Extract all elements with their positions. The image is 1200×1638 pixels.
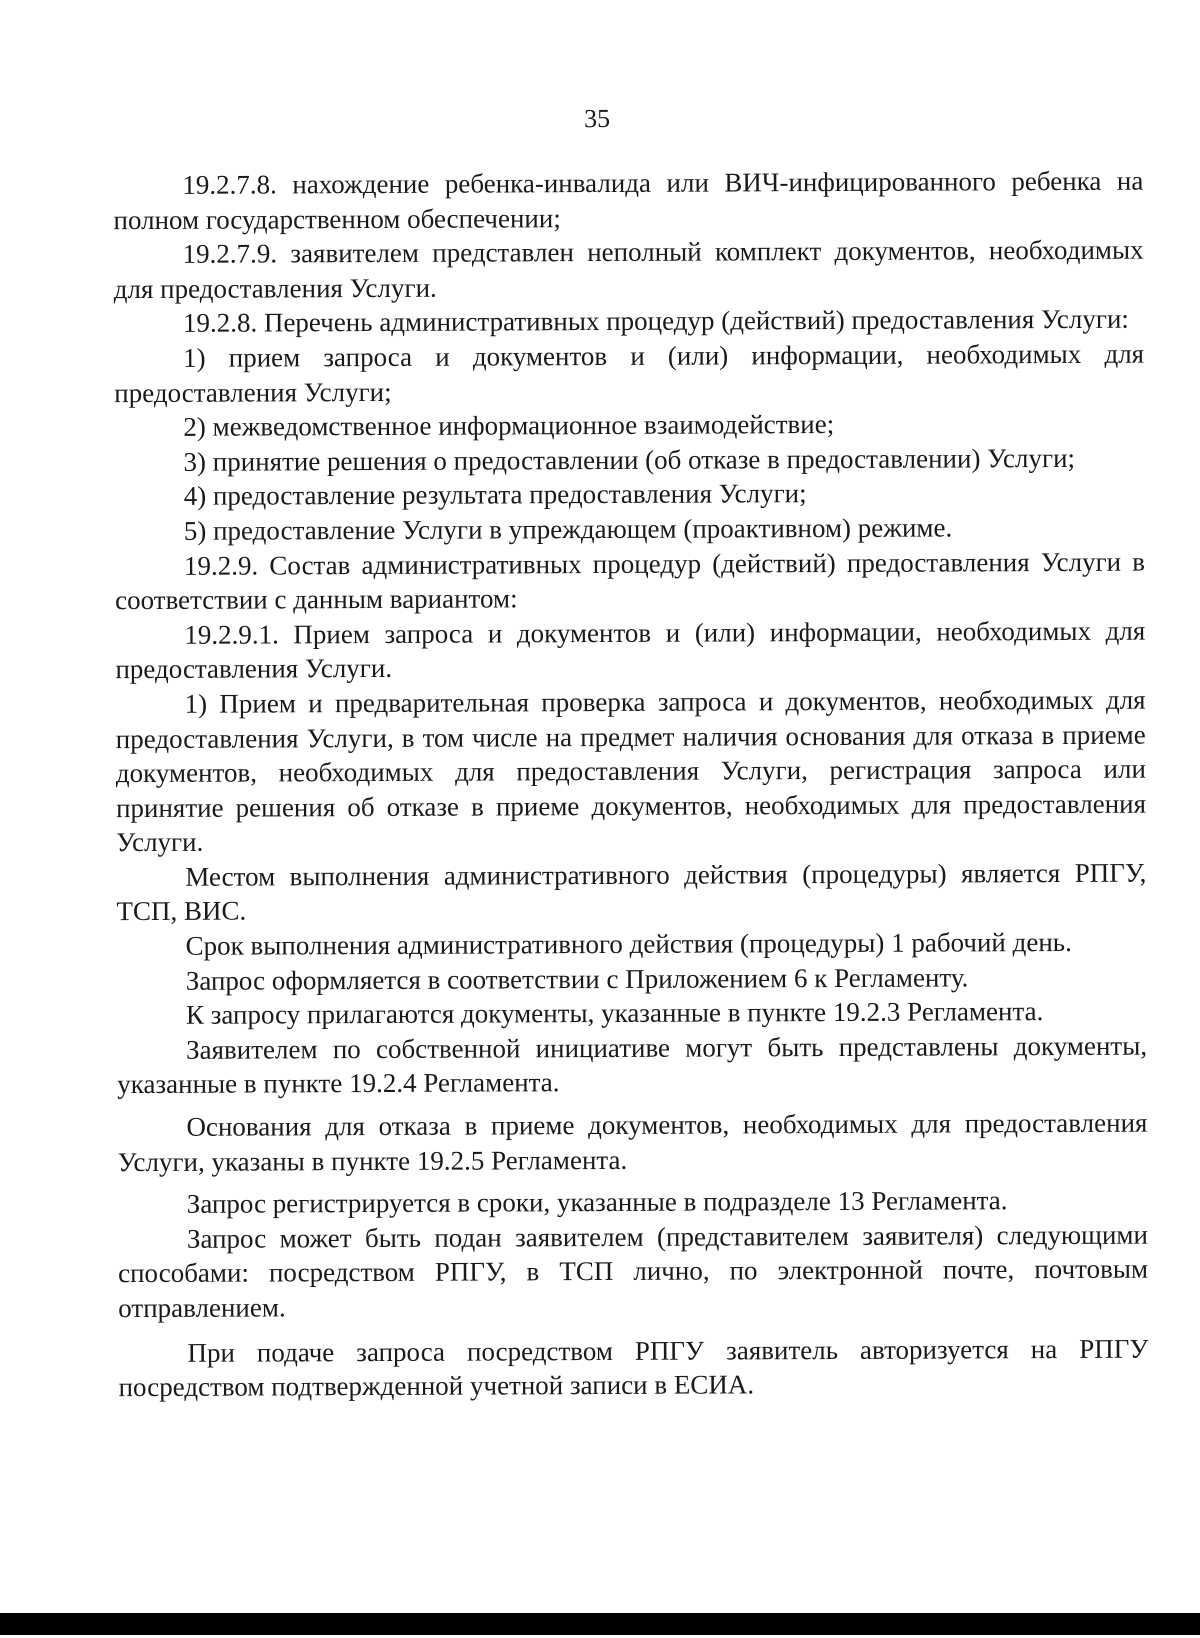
paragraph-registration: Запрос регистрируется в сроки, указанные в подразделе 13 Регламента.	[186, 1185, 1008, 1220]
paragraph-refusal-grounds: Основания для отказа в приеме документов, необходимых для предоставления Услуги, указаны в пункте 19.2.5 Регламента.	[117, 1107, 1148, 1177]
list-item-5: 5) предоставление Услуги в упреждающем (проактивном) режиме.	[183, 512, 953, 546]
paragraph-19-2-7-9: 19.2.7.9. заявителем представлен неполный комплект документов, необходимых для предоставления Услуги.	[113, 234, 1144, 304]
list-item-2: 2) межведомственное информационное взаимодействие;	[183, 409, 835, 442]
list-item-4: 4) предоставление результата предоставления Услуги;	[183, 478, 807, 512]
scan-bottom-edge	[0, 1613, 1200, 1635]
paragraph-term: Срок выполнения административного действия (процедуры) 1 рабочий день.	[185, 927, 1072, 961]
page-number: 35	[583, 103, 611, 134]
paragraph-request-form: Запрос оформляется в соответствии с Приложением 6 к Регламенту.	[185, 962, 969, 996]
paragraph-submission-methods: Запрос может быть подан заявителем (представителем заявителя) следующими способами: посредством РПГУ, в ТСП лично, по электронной почте, почтовым отправлением.	[117, 1219, 1149, 1324]
paragraph-reception-check: 1) Прием и предварительная проверка запроса и документов, необходимых для предоставления Услуги, в том числе на предмет наличия основания для отказа в приеме документов, необходимых для предоставления Услуги, регистрация запроса или принятие решения об отказе в приеме документов, необходимых для предоставления Услуги.	[115, 684, 1147, 858]
list-item-1: 1) прием запроса и документов и (или) информации, необходимых для предоставления Услуги;	[114, 338, 1145, 408]
document-body	[113, 164, 1148, 1405]
paragraph-19-2-9: 19.2.9. Состав административных процедур (действий) предоставления Услуги в соответствии с данным вариантом:	[115, 546, 1146, 616]
list-item-3: 3) принятие решения о предоставлении (об отказе в предоставлении) Услуги;	[183, 442, 1076, 477]
paragraph-19-2-9-1: 19.2.9.1. Прием запроса и документов и (или) информации, необходимых для предоставления Услуги.	[115, 615, 1146, 685]
paragraph-own-initiative: Заявителем по собственной инициативе могут быть представлены документы, указанные в пункте 19.2.4 Регламента.	[117, 1030, 1148, 1100]
paragraph-19-2-8: 19.2.8. Перечень административных процедур (действий) предоставления Услуги:	[182, 304, 1129, 339]
paragraph-authorization: При подаче запроса посредством РПГУ заявитель авторизуется на РПГУ посредством подтвержденной учетной записи в ЕСИА.	[118, 1333, 1149, 1403]
paragraph-19-2-7-8: 19.2.7.8. нахождение ребенка-инвалида или ВИЧ-инфицированного ребенка на полном государственном обеспечении;	[113, 165, 1144, 235]
paragraph-attached-docs: К запросу прилагаются документы, указанные в пункте 19.2.3 Регламента.	[185, 996, 1044, 1031]
paragraph-place: Местом выполнения административного действия (процедуры) является РПГУ, ТСП, ВИС.	[116, 857, 1147, 927]
